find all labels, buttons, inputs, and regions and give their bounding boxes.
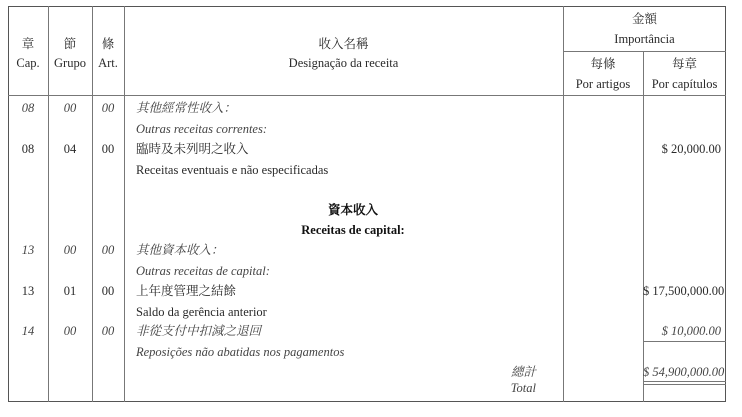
total-value: $ 54,900,000.00: [643, 365, 725, 379]
cell-desc-pt: Receitas eventuais e não especificadas: [136, 163, 329, 177]
header-per-art-pt: Por artigos: [575, 77, 631, 91]
cell-cap: 14: [21, 324, 35, 338]
cell-desc-zh: 其他資本收入：: [136, 243, 224, 257]
header-per-cap-pt: Por capítulos: [651, 77, 718, 91]
header-desig-pt: Designação da receita: [288, 56, 399, 70]
cell-cap: 13: [21, 243, 35, 257]
header-grupo-pt: Grupo: [54, 56, 86, 70]
total-top-rule: [643, 341, 726, 342]
cell-desc-pt: Saldo da gerência anterior: [136, 305, 267, 319]
cell-grupo: 00: [63, 243, 77, 257]
cell-art: 00: [101, 142, 115, 156]
cell-desc-zh: 臨時及未列明之收入: [136, 142, 249, 156]
header-cap-pt: Cap.: [16, 56, 40, 70]
cell-grupo: 01: [63, 284, 77, 298]
cell-per-cap: $ 10,000.00: [661, 324, 721, 338]
cell-desc-zh: 上年度管理之結餘: [136, 284, 237, 298]
cell-art: 00: [101, 243, 115, 257]
cell-desc-pt: Outras receitas correntes:: [136, 122, 267, 136]
cell-cap: 08: [21, 101, 35, 115]
cell-art: 00: [101, 284, 115, 298]
cell-per-cap: $ 20,000.00: [661, 142, 721, 156]
cell-desc-pt: Reposições não abatidas nos pagamentos: [136, 345, 345, 359]
total-underline-2: [643, 384, 726, 385]
cell-desc-zh: 其他經常性收入：: [136, 101, 237, 115]
cell-art: 00: [101, 324, 115, 338]
cell-grupo: 00: [63, 324, 77, 338]
header-per-art-zh: 每條: [590, 57, 616, 71]
header-bottom-line: [8, 95, 726, 96]
total-label-pt: Total: [510, 381, 536, 395]
header-grupo-zh: 節: [63, 37, 77, 51]
total-label-zh: 總計: [510, 365, 536, 379]
cell-desc-zh: 非從支付中扣減之退回: [136, 324, 262, 338]
header-art-zh: 條: [101, 37, 115, 51]
section-title-zh: 資本收入: [327, 203, 378, 217]
cell-grupo: 04: [63, 142, 77, 156]
cell-cap: 08: [21, 142, 35, 156]
cell-grupo: 00: [63, 101, 77, 115]
cell-per-cap: $ 17,500,000.00: [643, 284, 725, 298]
header-art-pt: Art.: [98, 56, 118, 70]
header-amount-zh: 金額: [631, 12, 657, 26]
total-underline-1: [643, 381, 726, 382]
header-desig-zh: 收入名稱: [318, 37, 369, 51]
section-title-pt: Receitas de capital:: [301, 223, 405, 237]
header-per-cap-zh: 每章: [671, 57, 697, 71]
cell-art: 00: [101, 101, 115, 115]
cell-desc-pt: Outras receitas de capital:: [136, 264, 270, 278]
header-cap-zh: 章: [21, 37, 35, 51]
col-divider: [643, 51, 644, 402]
cell-cap: 13: [21, 284, 35, 298]
amount-header-divider: [563, 51, 726, 52]
header-amount-pt: Importância: [614, 32, 675, 46]
